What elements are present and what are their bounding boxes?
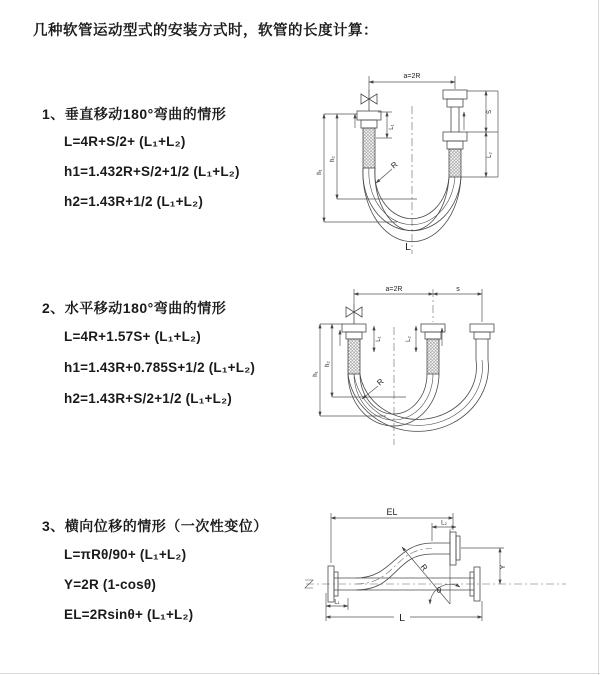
page-title: 几种软管运动型式的安装方式时，软管的长度计算： bbox=[33, 23, 378, 39]
section1-heading: 1、垂直移动180°弯曲的情形 bbox=[42, 106, 227, 122]
section1-formula-h1: h1=1.432R+S/2+1/2 (L₁+L₂) bbox=[64, 164, 240, 179]
left-braided-hose bbox=[363, 128, 375, 168]
left-flange bbox=[342, 324, 366, 339]
section1-formula-L: L=4R+S/2+ (L₁+L₂) bbox=[64, 134, 186, 149]
section2-formula-h2: h2=1.43R+S/2+1/2 (L₁+L₂) bbox=[64, 391, 232, 406]
dim-h1-label: h₁ bbox=[317, 169, 323, 175]
dim-a2r-label: a=2R bbox=[403, 73, 421, 80]
dim-h2-label: h₂ bbox=[330, 156, 336, 162]
scan-edge-bottom bbox=[0, 673, 600, 674]
section2-formula-L: L=4R+1.57S+ (L₁+L₂) bbox=[64, 329, 201, 344]
dim-l1-label: L₁ bbox=[334, 599, 340, 606]
section3-formula-L: L=πRθ/90+ (L₁+L₂) bbox=[64, 547, 187, 562]
dim-l1-label: L₁ bbox=[376, 336, 382, 342]
dim-a2r-label: a=2R bbox=[385, 286, 403, 293]
dim-h1-label: h₁ bbox=[313, 371, 319, 377]
dim-l-label: L bbox=[399, 612, 405, 624]
valve-icon bbox=[361, 90, 377, 111]
dim-l2-label: L₂ bbox=[406, 336, 412, 342]
hose-s-curve bbox=[356, 543, 450, 590]
radius-line bbox=[402, 547, 450, 604]
valve-icon bbox=[346, 304, 362, 324]
angle-label: θ bbox=[436, 586, 442, 595]
dim-l1-label: L₁ bbox=[389, 124, 395, 130]
middle-flange bbox=[421, 324, 445, 339]
diagram-lateral-displacement bbox=[298, 503, 596, 641]
right-flange-upper bbox=[450, 532, 460, 565]
right-flange-lower bbox=[443, 132, 467, 149]
dim-l2-label: L₂ bbox=[487, 152, 493, 158]
right-flange-upper bbox=[443, 90, 467, 107]
dim-s-label: S bbox=[487, 109, 493, 115]
section2-formula-h1: h1=1.43R+0.785S+1/2 (L₁+L₂) bbox=[64, 360, 256, 375]
middle-braided-hose bbox=[427, 339, 439, 374]
right-flange bbox=[470, 324, 494, 360]
left-flange bbox=[357, 111, 381, 128]
radius-label: R bbox=[418, 562, 430, 573]
radius-label: R bbox=[375, 376, 386, 388]
angle-arc bbox=[430, 584, 460, 604]
diagram-horizontal-180-bend bbox=[306, 282, 594, 457]
section2-heading: 2、水平移动180°弯曲的情形 bbox=[42, 300, 227, 316]
dim-h2-label: h₂ bbox=[325, 361, 331, 367]
dim-el-label: EL bbox=[386, 507, 398, 517]
section3-formula-Y: Y=2R (1-cosθ) bbox=[64, 577, 157, 592]
hose-u-arcs bbox=[348, 360, 488, 431]
scan-edge-right bbox=[598, 0, 599, 675]
section3-formula-EL: EL=2Rsinθ+ (L₁+L₂) bbox=[64, 607, 194, 622]
right-braided-hose bbox=[449, 149, 461, 177]
radius-label: R bbox=[389, 159, 400, 171]
length-label: L bbox=[405, 241, 411, 253]
diagram-vertical-180-bend bbox=[312, 66, 584, 261]
section1-formula-h2: h2=1.43R+1/2 (L₁+L₂) bbox=[64, 194, 204, 209]
dim-s-label: s bbox=[456, 286, 460, 293]
dim-l2-label: L₂ bbox=[441, 520, 447, 527]
left-braided-hose bbox=[348, 339, 360, 374]
dim-y-label: Y bbox=[500, 564, 507, 570]
section3-heading: 3、横向位移的情形（一次性变位） bbox=[42, 518, 268, 534]
